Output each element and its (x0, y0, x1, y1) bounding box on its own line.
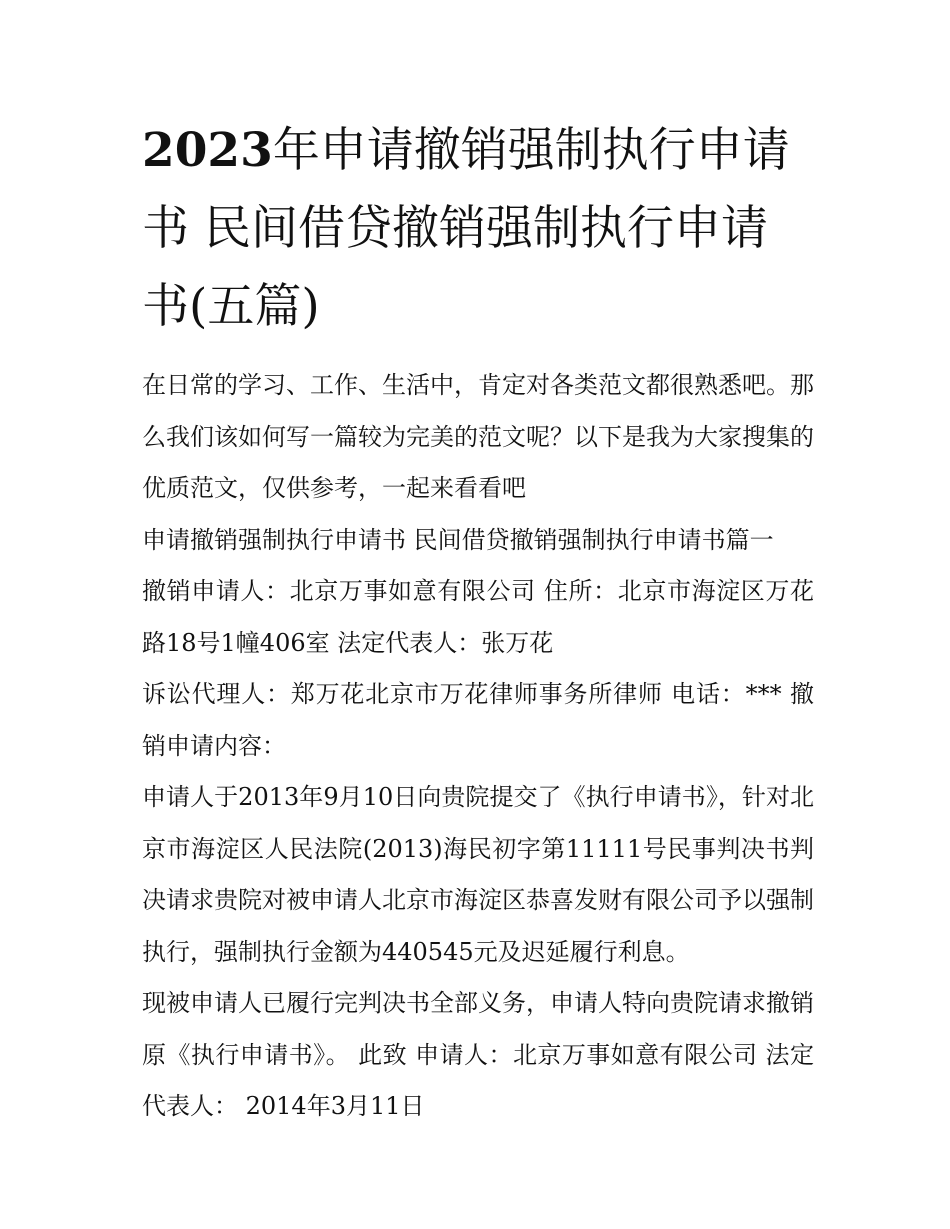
document-page (142, 112, 814, 1133)
agent-info: 诉讼代理人：郑万花北京市万花律师事务所律师 电话：*** 撤销申请内容： (142, 680, 814, 760)
intro-paragraph: 在日常的学习、工作、生活中，肯定对各类范文都很熟悉吧。那么我们该如何写一篇较为完美的范文呢？以下是我为大家搜集的优质范文，仅供参考，一起来看看吧 (142, 371, 814, 502)
title-year: 2023 (142, 123, 273, 178)
document-title (142, 112, 814, 346)
applicant-info: 撤销申请人：北京万事如意有限公司 住所：北京市海淀区万花路18号1幢406室 法定代表人：张万花 (142, 577, 814, 657)
title-text: 年申请撤销强制执行申请书 民间借贷撤销强制执行申请书(五篇) (142, 123, 790, 334)
closing-paragraph: 现被申请人已履行完判决书全部义务，申请人特向贵院请求撤销原《执行申请书》。 此致 申请人：北京万事如意有限公司 法定代表人： 2014年3月11日 (142, 989, 814, 1120)
section-heading: 申请撤销强制执行申请书 民间借贷撤销强制执行申请书篇一 (142, 525, 774, 554)
application-details: 申请人于2013年9月10日向贵院提交了《执行申请书》，针对北京市海淀区人民法院(2013)海民初字第11111号民事判决书判决请求贵院对被申请人北京市海淀区恭喜发财有限公司予以强制执行，强制执行金额为440545元及迟延履行利息。 (142, 783, 814, 966)
